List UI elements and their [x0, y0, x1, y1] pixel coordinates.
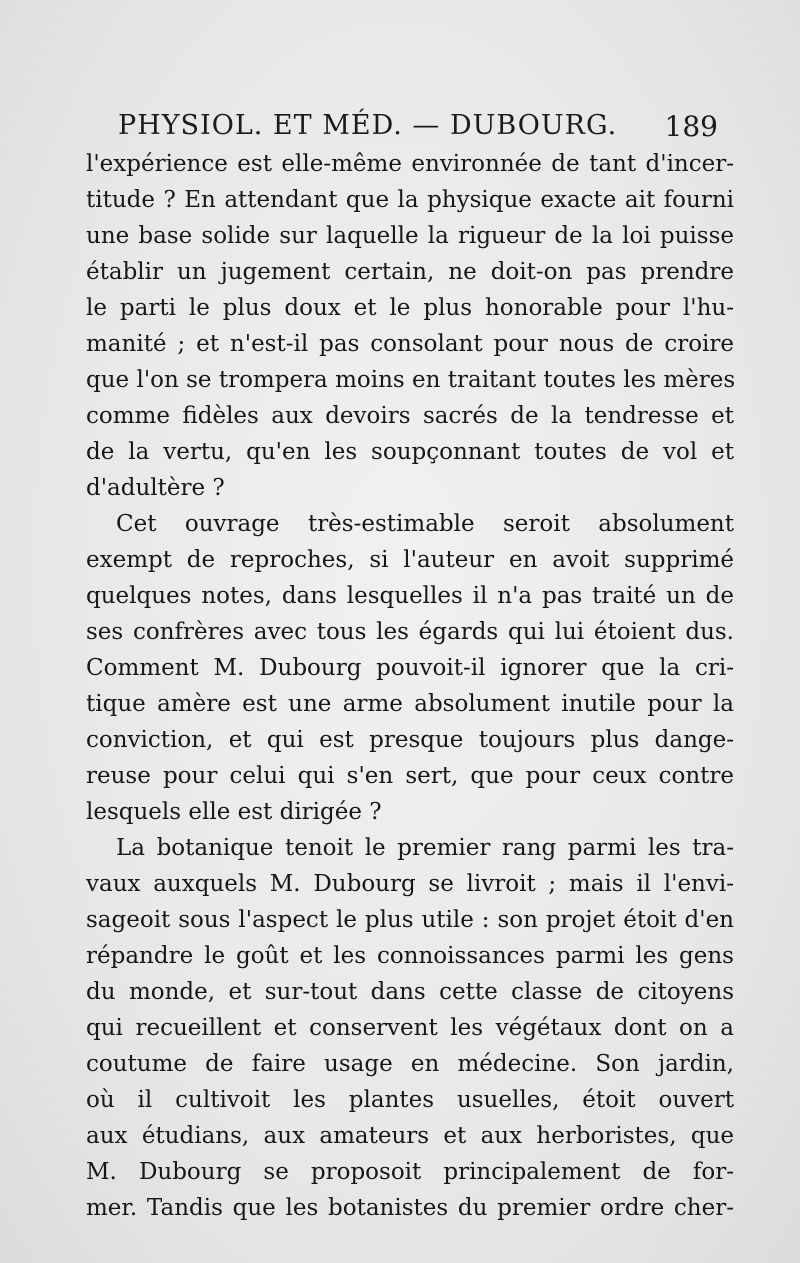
- text-line: La botanique tenoit le premier rang parmi les tra-: [116, 835, 734, 861]
- text-line: coutume de faire usage en médecine. Son jardin,: [86, 1051, 734, 1077]
- text-line: conviction, et qui est presque toujours plus dange-: [86, 727, 734, 753]
- text-line: l'expérience est elle-même environnée de tant d'incer-: [86, 151, 734, 177]
- page-number: 189: [664, 110, 718, 143]
- text-line: aux étudians, aux amateurs et aux herboristes, que: [86, 1123, 734, 1149]
- text-line: d'adultère ?: [86, 475, 225, 501]
- text-line: comme fidèles aux devoirs sacrés de la tendresse et: [86, 403, 734, 429]
- text-line: qui recueillent et conservent les végétaux dont on a: [86, 1015, 734, 1041]
- text-line: Comment M. Dubourg pouvoit-il ignorer que la cri-: [86, 655, 734, 681]
- text-line: M. Dubourg se proposoit principalement de for-: [86, 1159, 734, 1185]
- text-line: reuse pour celui qui s'en sert, que pour ceux contre: [86, 763, 734, 789]
- text-line: Cet ouvrage très-estimable seroit absolument: [116, 511, 734, 537]
- text-line: de la vertu, qu'en les soupçonnant toutes de vol et: [86, 439, 734, 465]
- text-line: vaux auxquels M. Dubourg se livroit ; mais il l'envi-: [86, 871, 734, 897]
- text-line: une base solide sur laquelle la rigueur de la loi puisse: [86, 223, 734, 249]
- text-line: du monde, et sur-tout dans cette classe de citoyens: [86, 979, 734, 1005]
- text-line: lesquels elle est dirigée ?: [86, 799, 382, 825]
- text-line: où il cultivoit les plantes usuelles, étoit ouvert: [86, 1087, 734, 1113]
- text-line: établir un jugement certain, ne doit-on pas prendre: [86, 259, 734, 285]
- text-line: ses confrères avec tous les égards qui lui étoient dus.: [86, 619, 734, 645]
- page-header: [118, 108, 718, 148]
- text-line: le parti le plus doux et le plus honorable pour l'hu-: [86, 295, 734, 321]
- text-line: quelques notes, dans lesquelles il n'a pas traité un de: [86, 583, 734, 609]
- text-line: manité ; et n'est-il pas consolant pour nous de croire: [86, 331, 734, 357]
- text-line: tique amère est une arme absolument inutile pour la: [86, 691, 734, 717]
- text-line: répandre le goût et les connoissances parmi les gens: [86, 943, 734, 969]
- text-line: exempt de reproches, si l'auteur en avoit supprimé: [86, 547, 734, 573]
- text-line: mer. Tandis que les botanistes du premier ordre cher-: [86, 1195, 734, 1221]
- text-line: que l'on se trompera moins en traitant toutes les mères: [86, 367, 736, 393]
- text-line: titude ? En attendant que la physique exacte ait fourni: [86, 187, 734, 213]
- running-title: PHYSIOL. ET MÉD. — DUBOURG.: [118, 110, 618, 141]
- text-line: sageoit sous l'aspect le plus utile : son projet étoit d'en: [86, 907, 734, 933]
